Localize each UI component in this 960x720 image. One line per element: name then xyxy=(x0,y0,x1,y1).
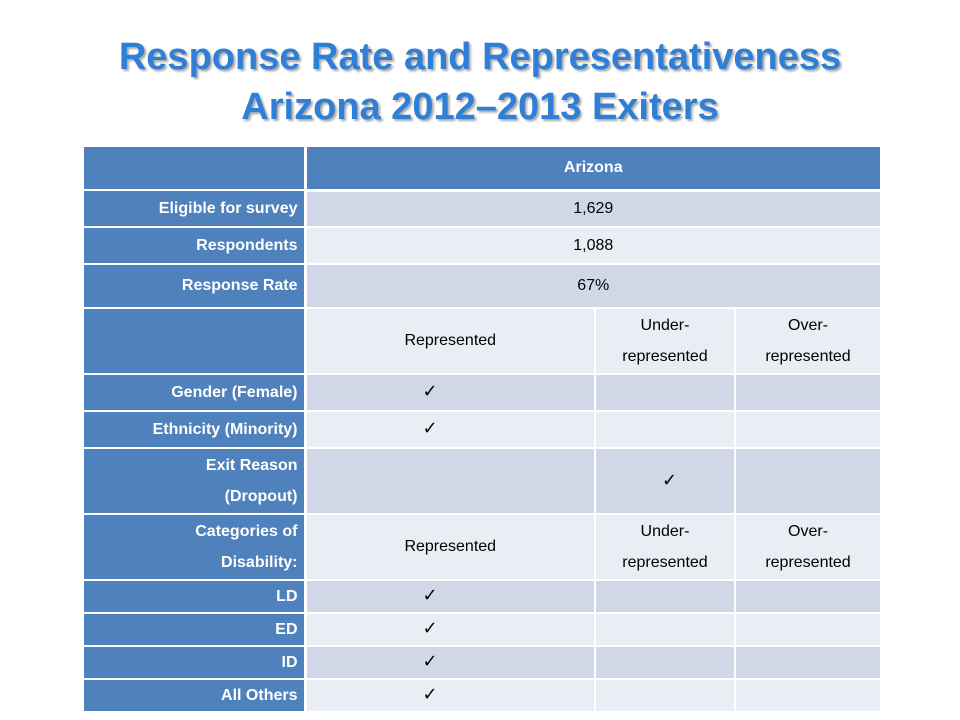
id-over-cell xyxy=(735,646,881,679)
disability-under-line-2: represented xyxy=(622,554,708,571)
row-label-eligible: Eligible for survey xyxy=(83,190,305,227)
ethnicity-represented-cell xyxy=(305,411,595,448)
disability-over-header xyxy=(735,514,881,580)
column-header-arizona: Arizona xyxy=(305,146,881,190)
row-label-response-rate: Response Rate xyxy=(83,264,305,308)
id-under-cell xyxy=(595,646,735,679)
checkmark-icon: ✓ xyxy=(422,381,438,402)
others-represented-cell xyxy=(305,679,595,712)
row-label-disability xyxy=(83,514,305,580)
disability-under-header xyxy=(595,514,735,580)
exit-represented-cell xyxy=(305,448,595,514)
exit-reason-line-2: (Dropout) xyxy=(224,488,298,505)
gender-over-cell xyxy=(735,374,881,411)
table-row xyxy=(83,190,881,227)
table-row xyxy=(83,679,881,712)
eligible-value: 1,629 xyxy=(305,190,881,227)
checkmark-icon: ✓ xyxy=(422,585,438,606)
title-line-2: Arizona 2012–2013 Exiters xyxy=(241,86,719,128)
gender-represented-cell xyxy=(305,374,595,411)
table-header-row xyxy=(83,146,881,190)
ld-over-cell xyxy=(735,580,881,613)
row-label-respondents: Respondents xyxy=(83,227,305,264)
ethnicity-under-cell xyxy=(595,411,735,448)
over-header-line-2: represented xyxy=(765,348,851,365)
ed-represented-cell xyxy=(305,613,595,646)
others-over-cell xyxy=(735,679,881,712)
under-header-line-2: represented xyxy=(622,348,708,365)
gender-under-cell xyxy=(595,374,735,411)
table-row xyxy=(83,308,881,374)
disability-under-line-1: Under- xyxy=(640,523,690,540)
table-row xyxy=(83,374,881,411)
ld-represented-cell xyxy=(305,580,595,613)
checkmark-icon: ✓ xyxy=(422,684,438,705)
table-row xyxy=(83,580,881,613)
representativeness-table xyxy=(82,145,882,713)
corner-cell xyxy=(83,146,305,190)
table-row xyxy=(83,448,881,514)
title-line-1: Response Rate and Representativeness xyxy=(118,36,842,78)
ld-under-cell xyxy=(595,580,735,613)
disability-over-line-1: Over- xyxy=(788,523,829,540)
id-represented-cell xyxy=(305,646,595,679)
disability-line-1: Categories of xyxy=(195,523,298,540)
ed-over-cell xyxy=(735,613,881,646)
row-label-exit-reason xyxy=(83,448,305,514)
under-represented-header xyxy=(595,308,735,374)
over-represented-header xyxy=(735,308,881,374)
row-label-ed: ED xyxy=(83,613,305,646)
exit-under-cell xyxy=(595,448,735,514)
exit-over-cell xyxy=(735,448,881,514)
row-label-id: ID xyxy=(83,646,305,679)
row-label-all-others: All Others xyxy=(83,679,305,712)
table-row xyxy=(83,411,881,448)
disability-over-line-2: represented xyxy=(765,554,851,571)
empty-row-label xyxy=(83,308,305,374)
table-row xyxy=(83,227,881,264)
row-label-ethnicity: Ethnicity (Minority) xyxy=(83,411,305,448)
represented-header: Represented xyxy=(305,308,595,374)
table-row xyxy=(83,264,881,308)
under-header-line-1: Under- xyxy=(640,317,690,334)
row-label-gender: Gender (Female) xyxy=(83,374,305,411)
exit-reason-line-1: Exit Reason xyxy=(205,457,298,474)
slide-title xyxy=(0,32,960,132)
response-rate-value: 67% xyxy=(305,264,881,308)
checkmark-icon: ✓ xyxy=(422,618,438,639)
over-header-line-1: Over- xyxy=(788,317,829,334)
ethnicity-over-cell xyxy=(735,411,881,448)
others-under-cell xyxy=(595,679,735,712)
checkmark-icon: ✓ xyxy=(422,651,438,672)
table-row xyxy=(83,613,881,646)
table-row xyxy=(83,514,881,580)
checkmark-icon: ✓ xyxy=(662,469,678,491)
row-label-ld: LD xyxy=(83,580,305,613)
table-row xyxy=(83,646,881,679)
ed-under-cell xyxy=(595,613,735,646)
checkmark-icon: ✓ xyxy=(422,418,438,439)
disability-represented-header: Represented xyxy=(305,514,595,580)
respondents-value: 1,088 xyxy=(305,227,881,264)
disability-line-2: Disability: xyxy=(221,554,298,571)
